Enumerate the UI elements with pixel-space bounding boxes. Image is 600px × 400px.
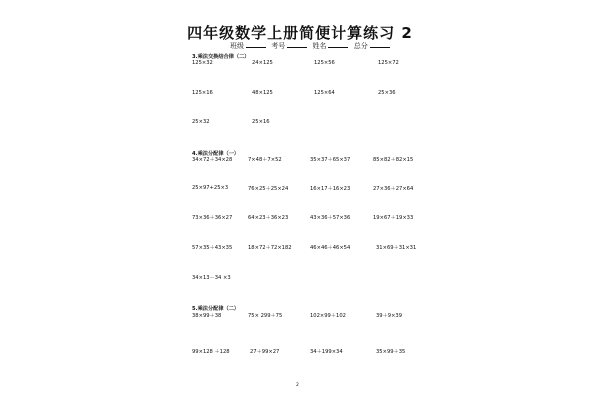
problem: 24×125 [252,60,273,66]
exam-no-label: 考号 [271,42,286,50]
problem: 75× 299＋75 [248,313,283,319]
problem: 57×35＋43×35 [192,245,233,251]
problem: 125×72 [378,60,399,66]
problem: 43×36＋57×36 [310,215,351,221]
problem: 34×13－34 ×3 [192,275,231,281]
student-info-line [230,41,430,51]
problem: 16×17＋16×23 [310,186,351,192]
class-label: 班级 [230,42,244,50]
problem: 99×128 ＋128 [192,349,230,355]
problem: 64×23＋36×23 [248,215,289,221]
page-title: 四年级数学上册简便计算练习 2 [187,24,413,42]
problem: 35×99＋35 [376,349,406,355]
problem: 48×125 [252,90,273,96]
problem: 31×69＋31×31 [376,245,417,251]
name-label: 姓名 [312,42,327,50]
problem: 46×46＋46×54 [310,245,351,251]
problem: 39＋9×39 [376,313,403,319]
problem: 85×82＋82×15 [373,157,414,163]
problem: 34＋199×34 [310,349,343,355]
problem: 38×99＋38 [192,313,222,319]
problem: 18×72＋72×182 [248,245,292,251]
section-heading: 4.乘法分配律（一） [192,151,240,157]
section-heading: 5.乘法分配律（二） [192,306,240,312]
problem: 34×72＋34×28 [192,157,233,163]
problem: 27×36＋27×64 [373,186,414,192]
name-blank[interactable] [328,41,348,48]
problem: 35×37＋65×37 [310,157,351,163]
problem: 125×56 [314,60,335,66]
problem: 25×16 [252,119,270,125]
score-blank[interactable] [370,41,390,48]
problem: 125×64 [314,90,335,96]
problem: 76×25＋25×24 [248,186,289,192]
problem: 73×36＋36×27 [192,215,233,221]
problem: 25×32 [192,119,210,125]
problem: 27＋99×27 [250,349,280,355]
problem: 25×97+25×3 [192,185,229,191]
score-label: 总分 [353,42,368,50]
problem: 125×32 [192,60,213,66]
problem: 7×48＋7×52 [248,157,282,163]
problem: 25×36 [378,90,396,96]
problem: 102×99＋102 [310,313,346,319]
exam-no-blank[interactable] [287,41,307,48]
problem: 125×16 [192,90,213,96]
page-number: 2 [296,383,299,388]
section-heading: 3.乘法交换结合律（二） [192,54,250,60]
class-blank[interactable] [246,41,266,48]
problem: 19×67＋19×33 [373,215,414,221]
